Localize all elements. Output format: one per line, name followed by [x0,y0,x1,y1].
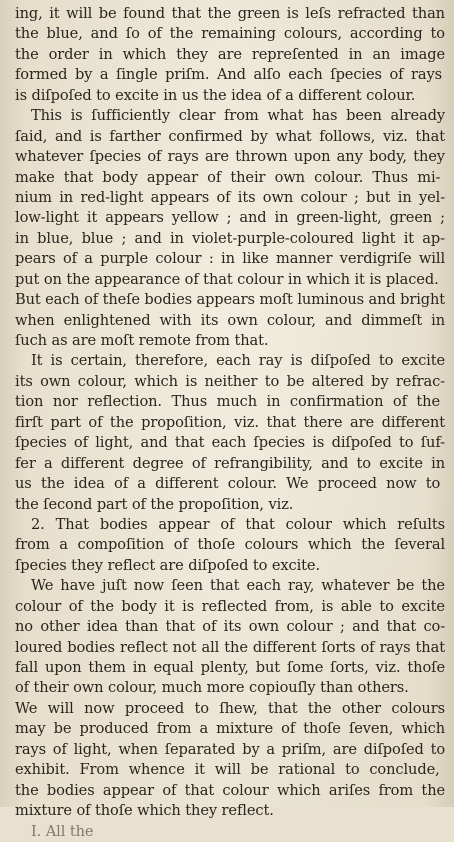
text-line: is diſpoſed to excite in us the idea of a different colour. [15,86,416,104]
text-line: It is certain, therefore, each ray is diſpoſed to excite [31,352,445,370]
text-line: exhibit. From whence it will be rational to conclude, [15,761,440,779]
text-line: tion nor reflection. Thus much in confirmation of the [15,393,441,411]
text-line: low-light it appears yellow ; and in green-light, green ; [15,209,445,227]
text-line: ing, it will be found that the green is leſs refracted than [15,5,445,22]
text-line: We will now proceed to ſhew, that the other colours [15,699,445,717]
text-line: the bodies appear of that colour which ariſes from the [15,781,445,799]
text-line: from a compoſition of thoſe colours which the ſeveral [15,536,445,554]
text-line: formed by a ſingle priſm. And alſo each ſpecies of rays [15,66,443,84]
text-line: This is ſufficiently clear from what has been already [31,107,445,125]
text-line: the ſecond part of the propoſition, viz. [15,495,294,513]
text-line: put on the appearance of that colour in which it is placed. [15,270,439,288]
text-line: We have juſt now ſeen that each ray, whatever be the [31,577,445,595]
paragraph [15,4,445,106]
text-line: colour of the body it is reflected from, is able to excite [15,597,445,615]
text-line: ſpecies they reflect are diſpoſed to excite. [15,556,321,574]
text-line: may be produced from a mixture of thoſe ſeven, which [15,720,445,738]
text-line: us the idea of a different colour. We proceed now to [15,475,441,493]
text-line: mixture of thoſe which they reflect. [15,802,274,820]
text-line: the blue, and ſo of the remaining colours, according to [15,25,445,43]
text-line: nium in red-light appears of its own colour ; but in yel- [15,188,445,206]
paragraph [15,515,445,576]
text-column [15,4,445,842]
text-line: pears of a purple colour : in like manner verdigriſe will [15,250,445,268]
text-line: ſpecies of light, and that each ſpecies is diſpoſed to ſuf- [15,434,445,452]
text-line: no other idea than that of its own colour ; and that co- [15,618,445,636]
cut-off-line: I. All the [31,822,94,840]
text-line: the order in which they are repreſented in an image [15,45,445,63]
text-line: rays of light, when ſeparated by a priſm, are diſpoſed to [15,740,445,758]
text-line: of their own colour, much more copiouſly than others. [15,679,409,697]
text-line: whatever ſpecies of rays are thrown upon any body, they [15,148,445,166]
text-line: But each of theſe bodies appears moſt luminous and bright [15,291,445,309]
text-line: ſuch as are moſt remote from that. [15,332,269,349]
text-line: ſaid, and is farther confirmed by what follows, viz. that [15,127,445,145]
text-line: its own colour, which is neither to be altered by refrac- [15,372,445,390]
text-line: make that body appear of their own colour. Thus mi- [15,168,441,186]
paragraph [15,576,445,821]
text-line: loured bodies reflect not all the different ſorts of rays that [15,638,445,656]
text-line: firſt part of the propoſition, viz. that there are different [15,413,445,431]
text-line: in blue, blue ; and in violet-purple-coloured light it ap- [15,229,445,247]
text-line: 2. That bodies appear of that colour which reſults [31,515,445,533]
text-line: fall upon them in equal plenty, but ſome ſorts, viz. thoſe [15,659,445,676]
text-line: when enlightened with its own colour, and dimmeſt in [15,311,445,329]
text-line: fer a different degree of refrangibility, and to excite in [15,454,445,472]
paragraph [15,106,445,351]
paragraph [15,351,445,515]
